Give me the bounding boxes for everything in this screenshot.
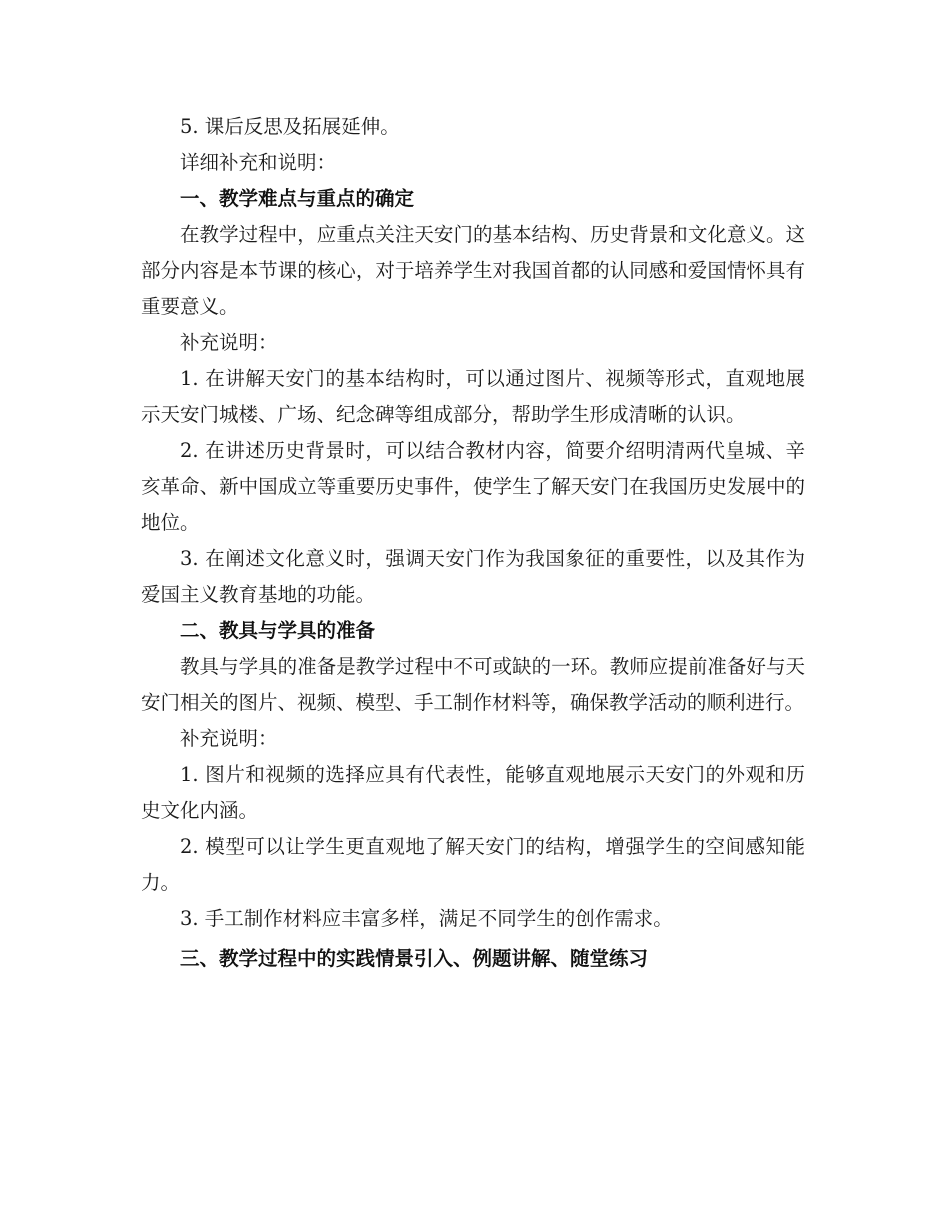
section-heading: 二、教具与学具的准备 bbox=[180, 619, 376, 642]
list-item: 1. 在讲解天安门的基本结构时，可以通过图片、视频等形式，直观地展示天安门城楼、广场、纪念碑等组成部分，帮助学生形成清晰的认识。 bbox=[141, 367, 805, 426]
list-item: 3. 手工制作材料应丰富多样，满足不同学生的创作需求。 bbox=[180, 907, 673, 930]
section-heading: 一、教学难点与重点的确定 bbox=[180, 187, 415, 210]
document-body bbox=[141, 109, 805, 977]
list-item: 5. 课后反思及拓展延伸。 bbox=[180, 115, 400, 138]
paragraph: 补充说明： bbox=[180, 331, 278, 354]
paragraph: 详细补充和说明： bbox=[180, 151, 337, 174]
paragraph: 补充说明： bbox=[180, 727, 278, 750]
list-item: 2. 模型可以让学生更直观地了解天安门的结构，增强学生的空间感知能力。 bbox=[141, 835, 805, 894]
section-heading: 三、教学过程中的实践情景引入、例题讲解、随堂练习 bbox=[180, 947, 649, 970]
paragraph: 教具与学具的准备是教学过程中不可或缺的一环。教师应提前准备好与天安门相关的图片、视频、模型、手工制作材料等，确保教学活动的顺利进行。 bbox=[141, 655, 805, 714]
list-item: 1. 图片和视频的选择应具有代表性，能够直观地展示天安门的外观和历史文化内涵。 bbox=[141, 763, 805, 822]
paragraph: 在教学过程中，应重点关注天安门的基本结构、历史背景和文化意义。这部分内容是本节课的核心，对于培养学生对我国首都的认同感和爱国情怀具有重要意义。 bbox=[141, 223, 805, 318]
list-item: 3. 在阐述文化意义时，强调天安门作为我国象征的重要性，以及其作为爱国主义教育基地的功能。 bbox=[141, 547, 805, 606]
list-item: 2. 在讲述历史背景时，可以结合教材内容，简要介绍明清两代皇城、辛亥革命、新中国成立等重要历史事件，使学生了解天安门在我国历史发展中的地位。 bbox=[141, 439, 805, 534]
